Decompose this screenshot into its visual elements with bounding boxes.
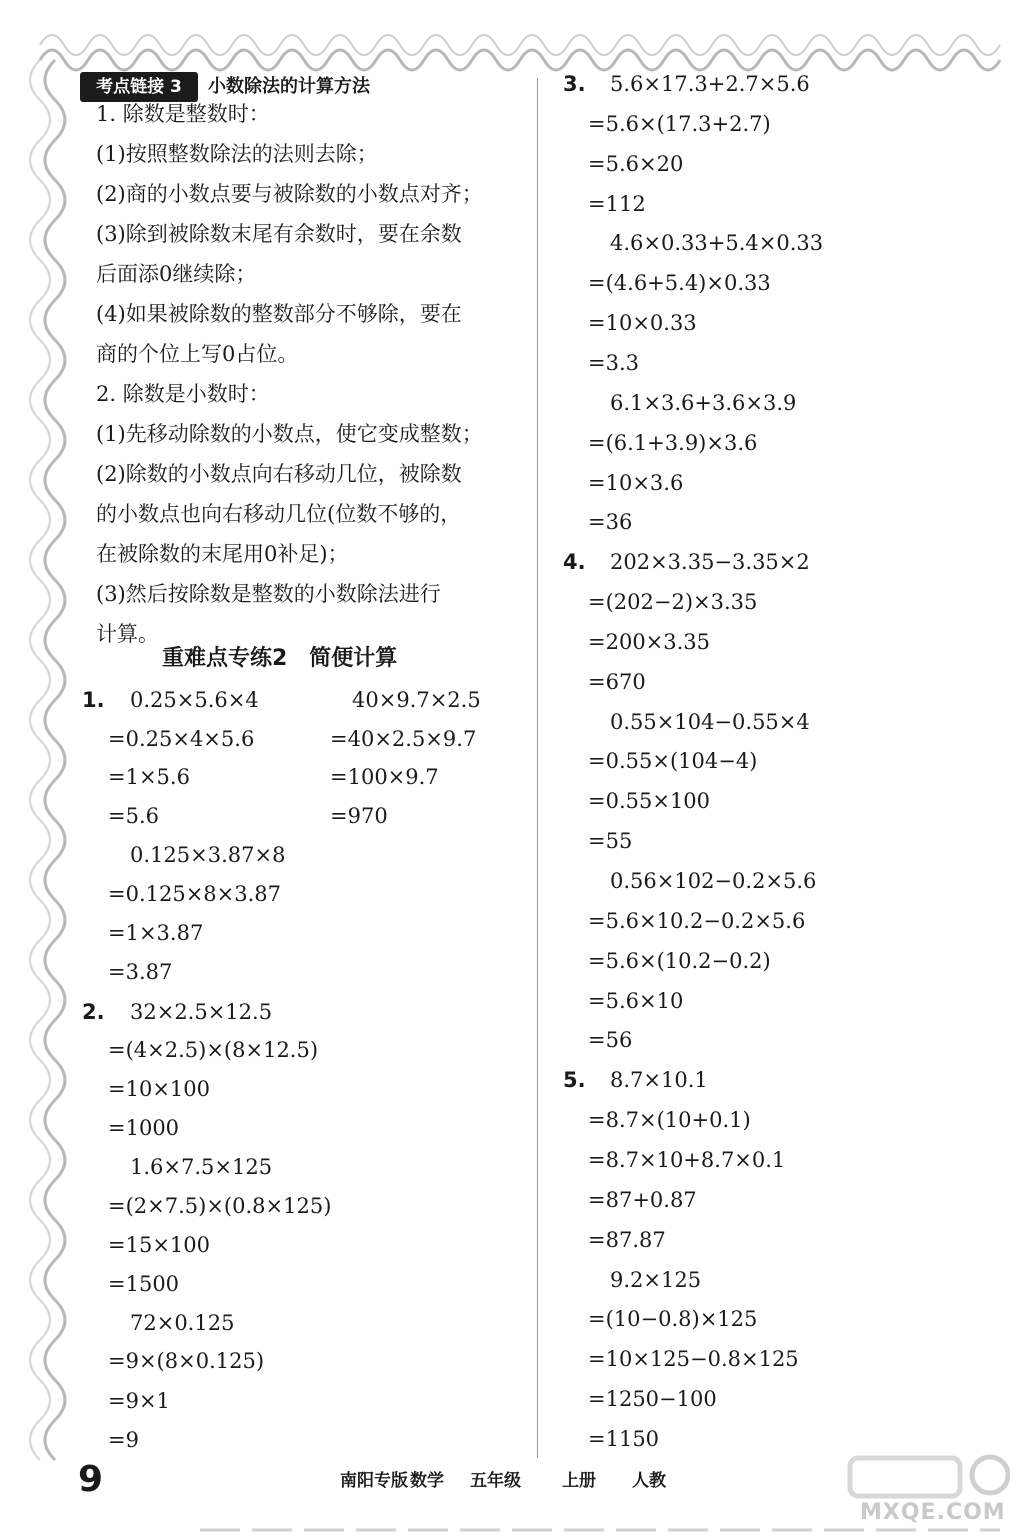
rule-line: (1)先移动除数的小数点，使它变成整数；: [96, 422, 483, 446]
calc-line: =670: [588, 670, 646, 694]
calc-line: =3.87: [108, 960, 173, 984]
calc-line: =970: [330, 804, 388, 828]
calc-line: 1.6×7.5×125: [130, 1155, 273, 1179]
calc-line: =(10−0.8)×125: [588, 1307, 758, 1331]
rule-line: 2. 除数是小数时：: [96, 382, 270, 406]
calc-line: 6.1×3.6+3.6×3.9: [610, 391, 797, 415]
calc-line: =(4×2.5)×(8×12.5): [108, 1038, 319, 1062]
calc-line: =0.55×100: [588, 789, 711, 813]
problem-number: 1.: [82, 688, 105, 712]
calc-line: =5.6×20: [588, 152, 684, 176]
calc-line: =5.6×10: [588, 989, 684, 1013]
calc-line: 0.125×3.87×8: [130, 843, 286, 867]
rule-line: (4)如果被除数的整数部分不够除，要在: [96, 302, 462, 326]
calc-line: =36: [588, 510, 633, 534]
calc-line: =1500: [108, 1272, 180, 1296]
calc-line: =100×9.7: [330, 765, 439, 789]
calc-line: 8.7×10.1: [610, 1068, 708, 1092]
calc-line: =1×3.87: [108, 921, 204, 945]
rule-line: 的小数点也向右移动几位(位数不够的，: [96, 502, 462, 526]
calc-line: =15×100: [108, 1233, 210, 1257]
calc-line: 9.2×125: [610, 1268, 702, 1292]
calc-line: =3.3: [588, 351, 639, 375]
problem-number: 3.: [563, 72, 586, 96]
calc-line: =1000: [108, 1116, 180, 1140]
calc-line: 4.6×0.33+5.4×0.33: [610, 231, 824, 255]
rule-line: 在被除数的末尾用0补足)；: [96, 542, 349, 566]
page-number: 9: [78, 1459, 104, 1500]
rule-line: (1)按照整数除法的法则去除；: [96, 142, 378, 166]
calc-line: =5.6×(17.3+2.7): [588, 112, 771, 136]
calc-line: =87+0.87: [588, 1188, 697, 1212]
calc-line: 202×3.35−3.35×2: [610, 550, 810, 574]
watermark-text: MXQE.COM: [860, 1500, 1006, 1525]
calc-line: =87.87: [588, 1228, 666, 1252]
topic-link-title: 小数除法的计算方法: [208, 76, 370, 97]
calc-line: =8.7×10+8.7×0.1: [588, 1148, 786, 1172]
rule-line: 商的个位上写0占位。: [96, 342, 299, 366]
calc-line: =0.55×(104−4): [588, 749, 758, 773]
calc-line: =56: [588, 1028, 633, 1052]
calc-line: =10×100: [108, 1077, 210, 1101]
footer-item: 五年级: [470, 1471, 521, 1491]
calc-line: =(202−2)×3.35: [588, 590, 758, 614]
footer-item: 数学: [410, 1471, 444, 1491]
calc-line: =(2×7.5)×(0.8×125): [108, 1194, 332, 1218]
calc-line: =1150: [588, 1427, 660, 1451]
calc-line: =8.7×(10+0.1): [588, 1108, 751, 1132]
calc-line: =0.25×4×5.6: [108, 727, 255, 751]
rule-line: (3)然后按除数是整数的小数除法进行: [96, 582, 441, 606]
calc-line: 5.6×17.3+2.7×5.6: [610, 72, 810, 96]
calc-line: =10×3.6: [588, 471, 684, 495]
calc-line: =40×2.5×9.7: [330, 727, 477, 751]
calc-line: =(6.1+3.9)×3.6: [588, 431, 758, 455]
calc-line: 72×0.125: [130, 1311, 235, 1335]
calc-line: =0.125×8×3.87: [108, 882, 282, 906]
topic-link-badge: 考点链接 3: [80, 72, 198, 102]
rule-line: 1. 除数是整数时：: [96, 102, 270, 126]
calc-line: =1250−100: [588, 1387, 717, 1411]
calc-line: =10×125−0.8×125: [588, 1347, 799, 1371]
calc-line: =(4.6+5.4)×0.33: [588, 271, 771, 295]
rule-line: (2)商的小数点要与被除数的小数点对齐；: [96, 182, 483, 206]
calc-line: =200×3.35: [588, 630, 711, 654]
footer-item: 上册: [562, 1471, 596, 1491]
footer-item: 人教: [632, 1471, 666, 1491]
rule-line: 后面添0继续除；: [96, 262, 257, 286]
calc-line: =5.6×(10.2−0.2): [588, 949, 771, 973]
calc-line: 32×2.5×12.5: [130, 1000, 273, 1024]
problem-number: 5.: [563, 1068, 586, 1092]
calc-line: 0.55×104−0.55×4: [610, 710, 810, 734]
rule-line: (2)除数的小数点向右移动几位，被除数: [96, 462, 462, 486]
problem-number: 4.: [563, 550, 586, 574]
calc-line: =9: [108, 1428, 139, 1452]
calc-line: =112: [588, 192, 646, 216]
calc-line: 40×9.7×2.5: [352, 688, 481, 712]
problem-number: 2.: [82, 1000, 105, 1024]
calc-line: =5.6: [108, 804, 159, 828]
calc-line: =55: [588, 829, 633, 853]
rule-line: (3)除到被除数末尾有余数时，要在余数: [96, 222, 462, 246]
calc-line: =9×1: [108, 1389, 170, 1413]
calc-line: =1×5.6: [108, 765, 190, 789]
section-title: 重难点专练2 简便计算: [162, 646, 398, 671]
calc-line: =9×(8×0.125): [108, 1349, 265, 1373]
column-divider: [537, 78, 538, 1458]
rule-line: 计算。: [96, 622, 159, 646]
calc-line: =10×0.33: [588, 311, 697, 335]
footer-item: 南阳专版: [340, 1471, 408, 1491]
calc-line: 0.56×102−0.2×5.6: [610, 869, 817, 893]
calc-line: =5.6×10.2−0.2×5.6: [588, 909, 806, 933]
calc-line: 0.25×5.6×4: [130, 688, 259, 712]
